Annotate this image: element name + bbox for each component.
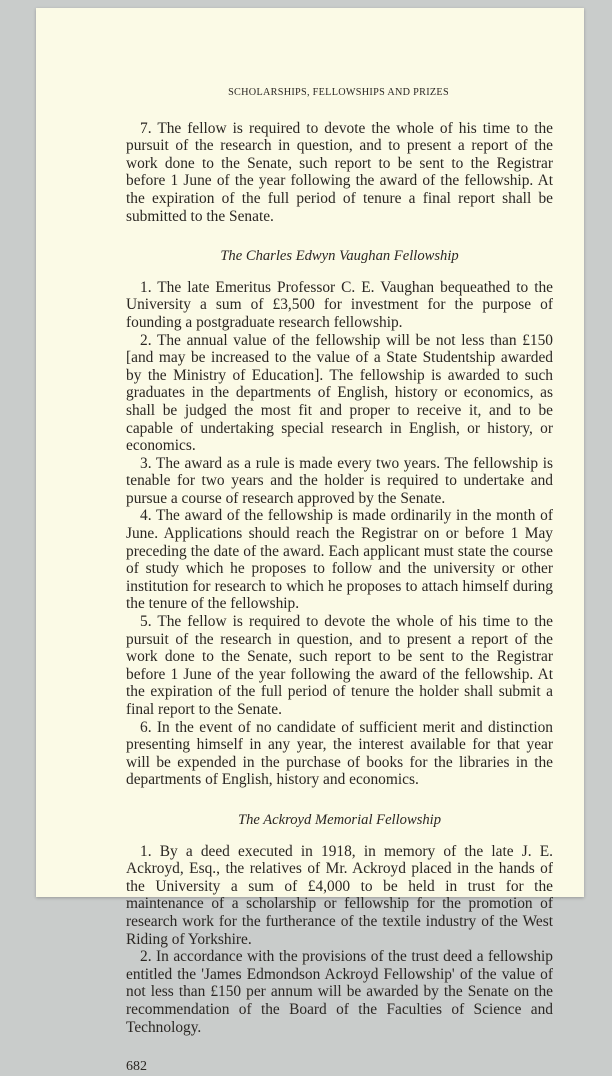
page-number: 682 bbox=[126, 1059, 147, 1075]
ackroyd-clause-2: 2. In accordance with the provisions of the trust deed a fellowship entitled the 'James Edmondson Ackroyd Fellowship' of the value of not less than £150 per annum will be awarded by the Senate on the recommendation of the Board of the Faculties of Science and Technology. bbox=[126, 948, 553, 1036]
vaughan-clause-2: 2. The annual value of the fellowship will be not less than £150 [and may be increased to the value of a State Studentship awarded by the Ministry of Education]. The fellowship is awarded to such graduates in the departments of English, history or economics, as shall be judged the most fit and proper to receive it, and to be capable of undertaking special research in English, or history, or economics. bbox=[126, 331, 553, 455]
ackroyd-clause-1: 1. By a deed executed in 1918, in memory of the late J. E. Ackroyd, Esq., the relatives of Mr. Ackroyd placed in the hands of the University a sum of £4,000 to be held in trust for the maintenance of a scholarship or fellowship for the promotion of research work for the furtherance of the textile industry of the West Riding of Yorkshire. bbox=[126, 842, 553, 948]
section-title-ackroyd: The Ackroyd Memorial Fellowship bbox=[237, 811, 442, 828]
running-head: SCHOLARSHIPS, FELLOWSHIPS AND PRIZES bbox=[228, 87, 449, 98]
section-title-vaughan: The Charles Edwyn Vaughan Fellowship bbox=[220, 248, 459, 265]
vaughan-clause-5: 5. The fellow is required to devote the whole of his time to the pursuit of the research in question, and to present a report of the work done to the Senate, such report to be sent to the Registrar before 1 June of the year following the award of the fellowship. At the expiration of the full period of tenure the holder shall submit a final report to the Senate. bbox=[126, 613, 553, 718]
page-content bbox=[126, 84, 553, 1076]
vaughan-clause-1: 1. The late Emeritus Professor C. E. Vaughan bequeathed to the University a sum of £3,500 for investment for the purpose of founding a postgraduate research fellowship. bbox=[126, 278, 553, 331]
paragraph-clause-7: 7. The fellow is required to devote the whole of his time to the pursuit of the research in question, and to present a report of the work done to the Senate, such report to be sent to the Registrar before 1 June of the year following the award of the fellowship. At the expiration of the full period of tenure a final report shall be submitted to the Senate. bbox=[126, 119, 553, 225]
vaughan-clause-4: 4. The award of the fellowship is made ordinarily in the month of June. Applications should reach the Registrar on or before 1 May preceding the date of the award. Each applicant must state the course of study which he proposes to follow and the university or other institution for research to which he proposes to attach himself during the tenure of the fellowship. bbox=[126, 507, 553, 613]
vaughan-clause-6: 6. In the event of no candidate of sufficient merit and distinction presenting himself in any year, the interest available for that year will be expended in the purchase of books for the libraries in the departments of English, history and economics. bbox=[126, 718, 553, 789]
vaughan-clause-3: 3. The award as a rule is made every two years. The fellowship is tenable for two years and the holder is required to undertake and pursue a course of research approved by the Senate. bbox=[126, 454, 553, 507]
document-page bbox=[36, 8, 584, 1075]
